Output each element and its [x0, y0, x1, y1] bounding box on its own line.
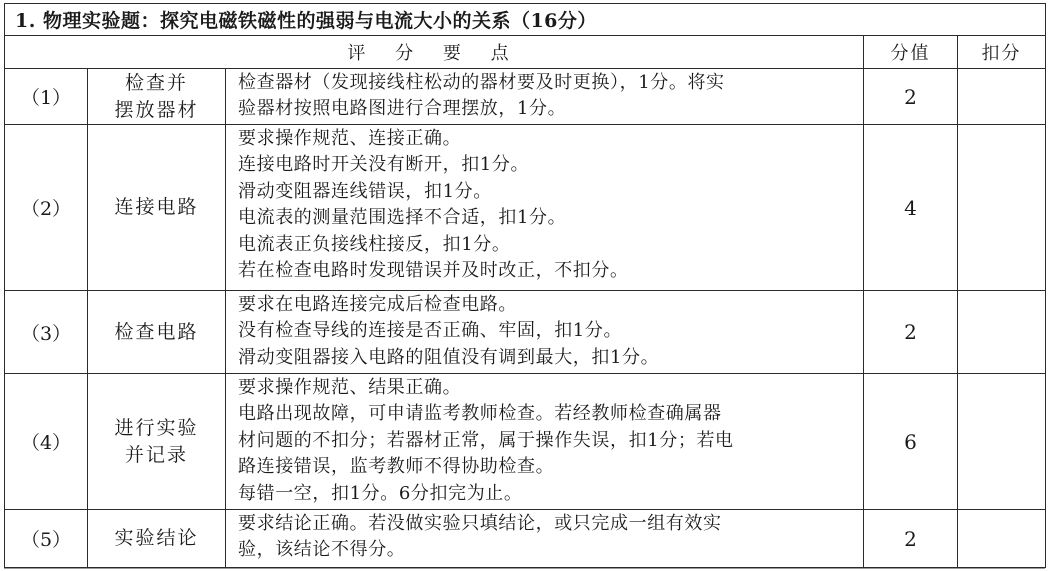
row-deduct-cell[interactable] [958, 374, 1046, 510]
header-score: 分值 [864, 36, 958, 69]
header-row [5, 36, 1046, 69]
row-number: （3） [5, 291, 88, 374]
row-content: 检查器材（发现接线柱松动的器材要及时更换），1分。将实 验器材按照电路图进行合理摆放，1分。 [226, 69, 864, 125]
table-row [5, 125, 1046, 291]
row-number: （4） [5, 374, 88, 510]
row-score: 2 [864, 69, 958, 125]
table-row [5, 510, 1046, 568]
row-item: 连接电路 [88, 125, 226, 291]
table-title: 1. 物理实验题：探究电磁铁磁性的强弱与电流大小的关系（16分） [5, 4, 1046, 36]
row-item: 进行实验 并记录 [88, 374, 226, 510]
row-deduct-cell[interactable] [958, 69, 1046, 125]
row-number: （1） [5, 69, 88, 125]
header-points: 评 分 要 点 [5, 36, 864, 69]
row-deduct-cell[interactable] [958, 125, 1046, 291]
row-deduct-cell[interactable] [958, 291, 1046, 374]
row-score: 2 [864, 291, 958, 374]
row-deduct-cell[interactable] [958, 510, 1046, 568]
row-number: （5） [5, 510, 88, 568]
page-bottom-rule [4, 568, 1045, 569]
table-row [5, 69, 1046, 125]
row-content: 要求操作规范、结果正确。 电路出现故障，可申请监考教师检查。若经教师检查确属器 材问题的不扣分；若器材正常，属于操作失误，扣1分；若电 路连接错误，监考教师不得协助检查。 每错一空，扣1分。6分扣完为止。 [226, 374, 864, 510]
row-score: 2 [864, 510, 958, 568]
row-item: 检查并 摆放器材 [88, 69, 226, 125]
table-row [5, 291, 1046, 374]
row-content: 要求在电路连接完成后检查电路。 没有检查导线的连接是否正确、牢固，扣1分。 滑动变阻器接入电路的阻值没有调到最大，扣1分。 [226, 291, 864, 374]
row-number: （2） [5, 125, 88, 291]
row-score: 6 [864, 374, 958, 510]
scoring-table [4, 3, 1046, 568]
row-item: 实验结论 [88, 510, 226, 568]
title-row [5, 4, 1046, 36]
table-row [5, 374, 1046, 510]
row-content: 要求操作规范、连接正确。 连接电路时开关没有断开，扣1分。 滑动变阻器连线错误，扣1分。 电流表的测量范围选择不合适，扣1分。 电流表正负接线柱接反，扣1分。 若在检查电路时发现错误并及时改正，不扣分。 [226, 125, 864, 291]
row-score: 4 [864, 125, 958, 291]
header-deduct: 扣分 [958, 36, 1046, 69]
row-item: 检查电路 [88, 291, 226, 374]
row-content: 要求结论正确。若没做实验只填结论，或只完成一组有效实 验，该结论不得分。 [226, 510, 864, 568]
